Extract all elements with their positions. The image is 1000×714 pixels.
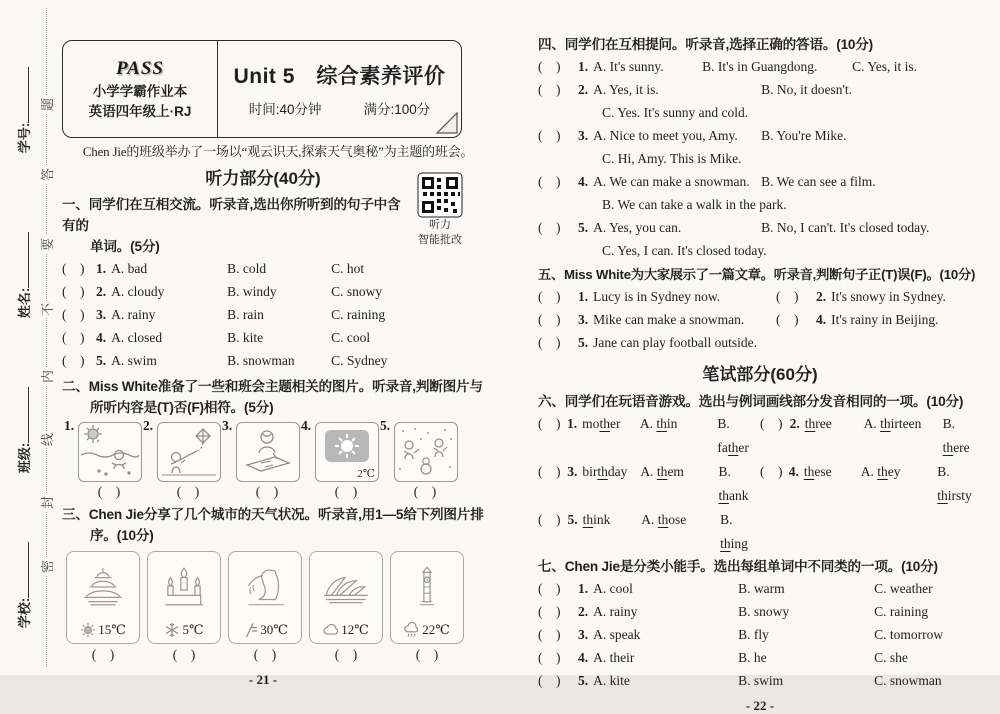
answer-paren: ( ) (538, 512, 561, 527)
statement: Jane can play football outside. (593, 335, 757, 350)
question-item (538, 78, 982, 101)
option-b: B. thing (720, 512, 748, 551)
full-score: 满分:100分 (363, 102, 431, 117)
answer-paren: ( ) (255, 484, 279, 499)
item-number: 2. (578, 604, 589, 619)
answer-paren: ( ) (538, 416, 561, 431)
question-item (538, 669, 982, 692)
section-2-title-line1: 二、Miss White准备了一些和班会主题相关的图片。听录音,判断图片与 (62, 379, 483, 394)
merlion-icon (240, 552, 290, 622)
page-number-right: - 22 - (745, 698, 775, 713)
item-number: 2. (96, 284, 107, 299)
option-a: A. rainy (593, 604, 638, 619)
answer-paren: ( ) (760, 464, 783, 479)
answer-paren: ( ) (538, 604, 561, 619)
item-number: 4. (578, 174, 589, 189)
option-b: B. there (942, 416, 970, 455)
sun-sign-icon (315, 422, 379, 482)
picture-item (64, 418, 147, 502)
drawing-on-mat-scene-icon (236, 422, 300, 482)
section-5-title: 五、Miss White为大家展示了一篇文章。听录音,判断句子正(T)误(F)。(10分) (538, 267, 976, 282)
option-c: C. she (874, 650, 908, 665)
city-weather-card (390, 551, 464, 644)
item-number: 5. (578, 335, 589, 350)
question-item (62, 280, 464, 303)
option-a: A. swim (111, 353, 157, 368)
statement: Mike can make a snowman. (593, 312, 745, 327)
answer-paren: ( ) (62, 307, 85, 322)
answer-paren: ( ) (538, 220, 561, 235)
option-c: C. raining (874, 604, 929, 619)
question-item (538, 285, 776, 308)
item-number: 1. (96, 261, 107, 276)
temperature: 12℃ (341, 622, 369, 637)
sign-temperature: 2℃ (357, 468, 375, 480)
item-number: 3. (578, 128, 589, 143)
class-label: 班级: (17, 442, 32, 474)
snowflake-icon (164, 622, 180, 638)
wind-flag-icon (242, 622, 258, 638)
section-3-title (62, 504, 484, 546)
st-basils-cathedral-icon (159, 552, 209, 622)
item-number: 5. (567, 512, 578, 527)
option-b2: B. We can take a walk in the park. (602, 197, 787, 212)
option-a: A. them (640, 464, 684, 479)
section-5-items (538, 285, 982, 354)
time-limit: 时间:40分钟 (248, 102, 322, 117)
option-c: C. raining (331, 307, 386, 322)
written-part-heading: 笔试部分(60分) (702, 365, 818, 384)
option-a: A. closed (111, 330, 163, 345)
item-number: 3. (96, 307, 107, 322)
brand-panel (63, 41, 218, 137)
option-c: C. weather (874, 581, 933, 596)
section-1-items (62, 257, 464, 372)
section-1-title-line2: 单词。(5分) (90, 239, 160, 254)
question-item (62, 349, 464, 372)
page-number-left: - 21 - (248, 672, 278, 687)
answer-paren: ( ) (253, 647, 277, 662)
item-number: 1. (578, 289, 589, 304)
picture-number: 5. (380, 418, 391, 433)
qr-code (417, 172, 463, 218)
section-4-title: 四、同学们在互相提问。听录音,选择正确的答语。(10分) (538, 37, 874, 52)
option-b: B. swim (738, 673, 784, 688)
item-number: 4. (788, 464, 799, 479)
beach-scene-icon (78, 422, 142, 482)
option-b: B. You're Mike. (761, 128, 847, 143)
item-number: 3. (578, 627, 589, 642)
question-item (538, 577, 982, 600)
question-item (776, 285, 946, 308)
option-a: A. speak (593, 627, 641, 642)
picture-number: 3. (222, 418, 233, 433)
item-number: 3. (578, 312, 589, 327)
right-page (538, 34, 982, 714)
answer-paren: ( ) (415, 647, 439, 662)
phonics-group (760, 412, 982, 460)
item-number: 4. (96, 330, 107, 345)
statement: It's rainy in Beijing. (831, 312, 939, 327)
answer-paren: ( ) (760, 416, 783, 431)
unit-title: Unit 5 综合素养评价 (233, 65, 446, 88)
seal-char: 密 (37, 558, 56, 575)
left-page (62, 142, 484, 688)
option-a: A. kite (593, 673, 630, 688)
question-item-continuation (538, 239, 982, 262)
listening-part-heading: 听力部分(40分) (205, 169, 321, 188)
title-panel (218, 41, 461, 137)
item-number: 4. (816, 312, 827, 327)
temperature: 15℃ (98, 622, 126, 637)
brand-line-2: 英语四年级上·RJ (88, 104, 192, 119)
answer-paren: ( ) (776, 312, 799, 327)
option-b: B. kite (227, 330, 264, 345)
name-field (14, 195, 30, 355)
student-number-label: 学号: (17, 122, 32, 154)
item-number: 5. (578, 220, 589, 235)
option-b: B. thirsty (937, 464, 972, 503)
class-blank (18, 387, 29, 443)
item-number: 2. (816, 289, 827, 304)
intro-text: Chen Jie的班级举办了一场以“观云识天,探索天气奥秘”为主题的班会。 (82, 144, 474, 159)
section-2-pictures (62, 418, 464, 502)
picture-item (301, 418, 384, 502)
option-b: B. We can see a film. (761, 174, 876, 189)
answer-paren: ( ) (538, 289, 561, 304)
question-item (62, 303, 464, 326)
temperature: 22℃ (422, 622, 450, 637)
section-3-title-line2: 序。(10分) (90, 528, 154, 543)
question-item-continuation (538, 101, 982, 124)
item-number: 4. (578, 650, 589, 665)
section-2-title-line2: 所听内容是(T)否(F)相符。(5分) (90, 400, 274, 415)
section-3-answer-row (62, 644, 464, 666)
seal-char: 题 (37, 96, 56, 113)
school-label: 学校: (17, 597, 32, 629)
phonics-group (538, 508, 760, 556)
sydney-opera-house-icon (321, 552, 371, 622)
statement: It's snowy in Sydney. (831, 289, 946, 304)
option-b: B. thank (718, 464, 749, 503)
seal-char: 内 (37, 368, 56, 385)
stem-word: think (582, 512, 611, 527)
page-corner-fold-icon (435, 111, 459, 135)
student-number-field (14, 30, 30, 190)
temperature: 5℃ (182, 622, 204, 637)
question-item-continuation (538, 193, 982, 216)
question-item (62, 326, 464, 349)
answer-paren: ( ) (538, 59, 561, 74)
picture-item (222, 418, 305, 502)
city-weather-card (66, 551, 140, 644)
answer-paren: ( ) (62, 261, 85, 276)
answer-paren: ( ) (538, 335, 561, 350)
question-item (538, 308, 776, 331)
seal-char: 要 (37, 236, 56, 253)
item-number: 1. (578, 59, 589, 74)
temple-of-heaven-icon (78, 552, 128, 622)
cloud-icon (323, 622, 339, 638)
question-item (538, 170, 982, 193)
option-b: B. cold (227, 261, 267, 276)
question-item (538, 646, 982, 669)
option-a: A. cloudy (111, 284, 165, 299)
phonics-group (538, 460, 760, 508)
big-ben-icon (402, 552, 452, 622)
name-blank (18, 232, 29, 288)
option-b: B. fly (738, 627, 769, 642)
item-number: 1. (578, 581, 589, 596)
option-b: B. It's in Guangdong. (702, 59, 818, 74)
pass-logo: PASS (115, 58, 164, 79)
option-c: C. Yes. It's sunny and cold. (602, 105, 749, 120)
header-box (62, 40, 462, 138)
section-7-title: 七、Chen Jie是分类小能手。选出每组单词中不同类的一项。(10分) (538, 559, 938, 574)
option-a: A. Nice to meet you, Amy. (593, 128, 738, 143)
picture-item (380, 418, 463, 502)
section-6-title: 六、同学们在玩语音游戏。选出与例词画线部分发音相同的一项。(10分) (538, 394, 964, 409)
answer-paren: ( ) (538, 128, 561, 143)
school-field (14, 505, 30, 665)
temperature: 30℃ (260, 622, 288, 637)
option-b: B. father (717, 416, 749, 455)
seal-char: 线 (37, 431, 56, 448)
answer-paren: ( ) (334, 647, 358, 662)
seal-char: 不 (37, 301, 56, 318)
item-number: 2. (578, 82, 589, 97)
qr-caption-line2: 智能批改 (418, 234, 462, 246)
option-c: C. Sydney (331, 353, 388, 368)
section-4-items (538, 55, 982, 262)
section-3-title-line1: 三、Chen Jie分享了几个城市的天气状况。听录音,用1—5给下列图片排 (62, 507, 484, 522)
stem-word: mother (582, 416, 621, 431)
option-c: C. snowman (874, 673, 942, 688)
option-c: C. hot (331, 261, 365, 276)
answer-paren: ( ) (538, 581, 561, 596)
answer-paren: ( ) (538, 464, 561, 479)
answer-paren: ( ) (62, 353, 85, 368)
option-a: A. Yes, it is. (593, 82, 659, 97)
answer-paren: ( ) (538, 174, 561, 189)
question-item (538, 331, 776, 354)
section-6-items (538, 412, 982, 556)
option-b: B. windy (227, 284, 277, 299)
phonics-group (538, 412, 760, 460)
seal-char: 答 (37, 166, 56, 183)
picture-number: 1. (64, 418, 75, 433)
answer-paren: ( ) (91, 647, 115, 662)
picture-number: 2. (143, 418, 154, 433)
option-b: B. snowy (738, 604, 790, 619)
answer-paren: ( ) (176, 484, 200, 499)
picture-item (143, 418, 226, 502)
sun-icon (80, 622, 96, 638)
city-weather-card (309, 551, 383, 644)
option-a: A. thin (639, 416, 678, 431)
school-blank (18, 542, 29, 598)
rain-cloud-icon (404, 622, 420, 638)
section-3-cards (62, 551, 464, 644)
section-2-title (62, 376, 483, 418)
option-b: B. No, I can't. It's closed today. (761, 220, 930, 235)
student-number-blank (18, 67, 29, 123)
question-item (538, 55, 982, 78)
option-b: B. snowman (227, 353, 295, 368)
answer-paren: ( ) (538, 312, 561, 327)
question-item (538, 623, 982, 646)
option-c: C. cool (331, 330, 371, 345)
option-a: A. those (641, 512, 687, 527)
option-a: A. bad (111, 261, 148, 276)
option-a: A. It's sunny. (593, 59, 664, 74)
question-item (538, 124, 982, 147)
city-weather-card (228, 551, 302, 644)
city-weather-card (147, 551, 221, 644)
qr-caption-line1: 听力 (429, 219, 451, 231)
option-b: B. he (738, 650, 767, 665)
kite-flying-scene-icon (157, 422, 221, 482)
qr-block (414, 172, 466, 248)
section-1-title-line1: 一、同学们在互相交流。听录音,选出你所听到的句子中含有的 (62, 197, 401, 233)
answer-paren: ( ) (334, 484, 358, 499)
brand-line-1: 小学学霸作业本 (92, 84, 188, 99)
question-item (62, 257, 464, 280)
item-number: 5. (578, 673, 589, 688)
option-a: A. thirteen (863, 416, 922, 431)
question-item (538, 216, 982, 239)
item-number: 2. (789, 416, 800, 431)
option-b: B. rain (227, 307, 264, 322)
answer-paren: ( ) (538, 82, 561, 97)
item-number: 3. (567, 464, 578, 479)
answer-paren: ( ) (97, 484, 121, 499)
seal-char: 封 (37, 494, 56, 511)
option-c: C. Yes, it is. (852, 59, 918, 74)
stem-word: three (804, 416, 832, 431)
option-a: A. their (593, 650, 635, 665)
answer-paren: ( ) (538, 627, 561, 642)
option-c: C. snowy (331, 284, 383, 299)
option-a: A. We can make a snowman. (593, 174, 750, 189)
answer-paren: ( ) (538, 650, 561, 665)
stem-word: birthday (582, 464, 628, 479)
option-b: B. warm (738, 581, 785, 596)
option-c: C. Hi, Amy. This is Mike. (602, 151, 742, 166)
section-1-title (62, 194, 406, 257)
question-item-continuation (538, 147, 982, 170)
answer-paren: ( ) (62, 330, 85, 345)
question-item (776, 308, 946, 331)
item-number: 1. (567, 416, 578, 431)
answer-paren: ( ) (538, 673, 561, 688)
answer-paren: ( ) (172, 647, 196, 662)
option-a: A. they (860, 464, 901, 479)
snow-play-scene-icon (394, 422, 458, 482)
class-field (14, 350, 30, 510)
stem-word: these (803, 464, 832, 479)
option-a: A. cool (593, 581, 633, 596)
option-c: C. tomorrow (874, 627, 944, 642)
answer-paren: ( ) (62, 284, 85, 299)
item-number: 5. (96, 353, 107, 368)
statement: Lucy is in Sydney now. (593, 289, 721, 304)
phonics-group (760, 460, 982, 508)
answer-paren: ( ) (776, 289, 799, 304)
option-a: A. Yes, you can. (593, 220, 682, 235)
answer-paren: ( ) (413, 484, 437, 499)
picture-number: 4. (301, 418, 312, 433)
option-a: A. rainy (111, 307, 156, 322)
option-b: B. No, it doesn't. (761, 82, 853, 97)
name-label: 姓名: (17, 287, 32, 319)
question-item (538, 600, 982, 623)
option-c: C. Yes, I can. It's closed today. (602, 243, 767, 258)
